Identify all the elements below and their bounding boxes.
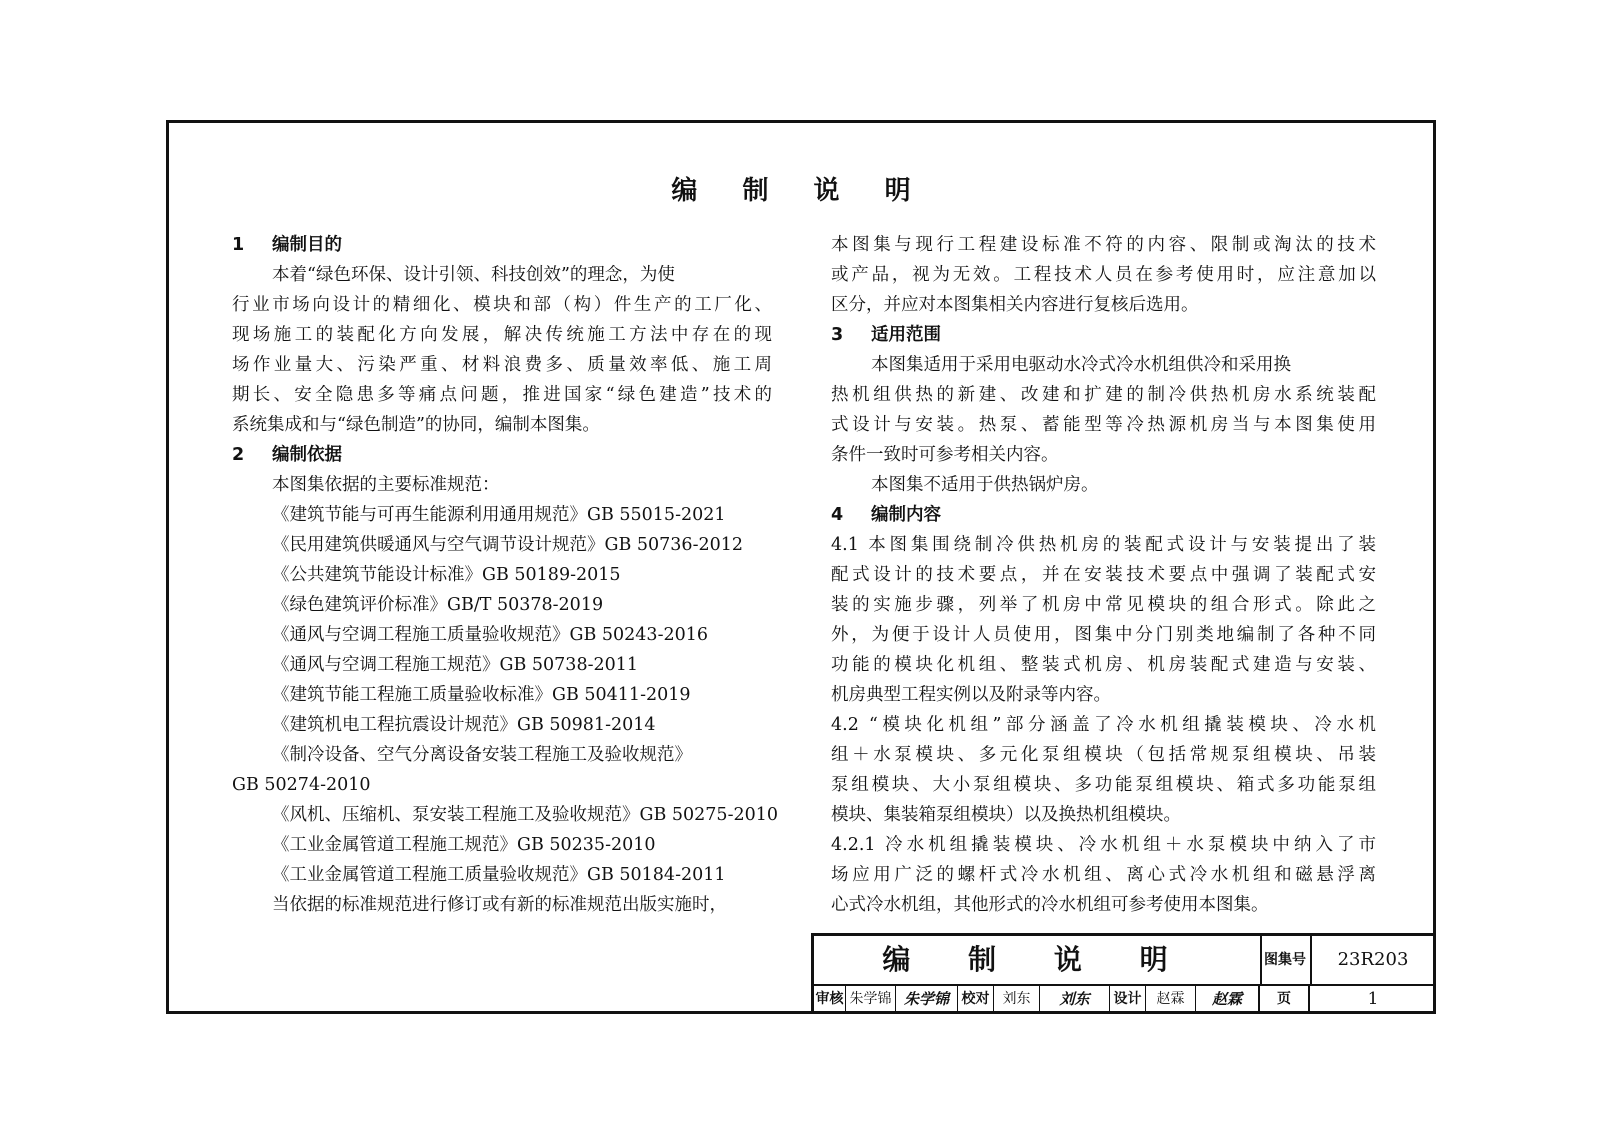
paragraph-line: 《建筑节能与可再生能源利用通用规范》GB 55015-2021 [272,505,726,525]
paragraph-line: 热机组供热的新建、改建和扩建的制冷供热机房水系统装配 [831,385,1376,405]
paragraph-line: 期长、安全隐患多等痛点问题，推进国家“绿色建造”技术的 [232,385,772,405]
design-label: 设计 [1110,984,1146,1014]
page-number: 1 [1367,989,1379,1009]
paragraph-line: GB 50274-2010 [232,775,371,795]
section-title: 编制内容 [871,505,941,525]
paragraph-line: 行业市场向设计的精细化、模块和部（构）件生产的工厂化、 [232,295,772,315]
paragraph-line: 式设计与安装。热泵、蓄能型等冷热源机房当与本图集使用 [831,415,1376,435]
paragraph-line: 本图集适用于采用电驱动水冷式冷水机组供冷和采用换 [871,355,1291,375]
reviewer-signature: 朱学锦 [896,984,958,1014]
left-text-column [232,230,779,920]
paragraph-line: 配式设计的技术要点，并在安装技术要点中强调了装配式安 [831,565,1376,585]
review-label: 审核 [814,984,846,1014]
paragraph-line: 泵组模块、大小泵组模块、多功能泵组模块、箱式多功能泵组 [831,775,1376,795]
paragraph-line: 或产品，视为无效。工程技术人员在参考使用时，应注意加以 [831,265,1376,285]
section-title: 编制目的 [272,235,342,255]
paragraph-line: 《通风与空调工程施工质量验收规范》GB 50243-2016 [272,625,709,645]
title-block-title: 编 制 说 明 [814,936,1262,984]
check-label: 校对 [958,984,994,1014]
paragraph-line: 心式冷水机组，其他形式的冷水机组可参考使用本图集。 [831,895,1269,915]
right-text-column [831,230,1376,920]
page-title: 编 制 说 明 [671,176,929,206]
section-heading [232,230,772,260]
paragraph-line: 组＋水泵模块、多元化泵组模块（包括常规泵组模块、吊装 [831,745,1376,765]
paragraph-line: 现场施工的装配化方向发展，解决传统施工方法中存在的现 [232,325,772,345]
paragraph-line: 《工业金属管道工程施工质量验收规范》GB 50184-2011 [272,865,726,885]
paragraph-line: 装的实施步骤，列举了机房中常见模块的组合形式。除此之 [831,595,1376,615]
paragraph-line: 系统集成和与“绿色制造”的协同，编制本图集。 [232,415,600,435]
paragraph-line: 《民用建筑供暖通风与空气调节设计规范》GB 50736-2012 [272,535,744,555]
paragraph-line: 外，为便于设计人员使用，图集中分门别类地编制了各种不同 [831,625,1376,645]
section-heading [831,320,1376,350]
paragraph-line: 《通风与空调工程施工规范》GB 50738-2011 [272,655,639,675]
checker-signature: 刘东 [1040,984,1110,1014]
section-heading [232,440,772,470]
section-heading [831,500,1376,530]
section-number: 4 [831,505,844,525]
paragraph-line: 场应用广泛的螺杆式冷水机组、离心式冷水机组和磁悬浮离 [831,865,1376,885]
paragraph-line: 4.2.1 冷水机组撬装模块、冷水机组＋水泵模块中纳入了市 [831,835,1376,855]
paragraph-line: 《公共建筑节能设计标准》GB 50189-2015 [272,565,621,585]
section-title: 适用范围 [871,325,941,345]
reviewer-name: 朱学锦 [846,984,896,1014]
paragraph-line: 本图集不适用于供热锅炉房。 [871,475,1099,495]
section-number: 2 [232,445,245,465]
paragraph-line: 本图集依据的主要标准规范： [272,475,500,495]
paragraph-line: 条件一致时可参考相关内容。 [831,445,1059,465]
paragraph-line: 《工业金属管道工程施工规范》GB 50235-2010 [272,835,656,855]
paragraph-line: 场作业量大、污染严重、材料浪费多、质量效率低、施工周 [232,355,772,375]
paragraph-line: 机房典型工程实例以及附录等内容。 [831,685,1111,705]
title-block [811,933,1436,1014]
section-number: 3 [831,325,844,345]
paragraph-line: 本着“绿色环保、设计引领、科技创效”的理念，为使 [272,265,675,285]
page-label: 页 [1260,984,1310,1014]
paragraph-line: 4.2 “模块化机组”部分涵盖了冷水机组撬装模块、冷水机 [831,715,1376,735]
paragraph-line: 模块、集装箱泵组模块）以及换热机组模块。 [831,805,1181,825]
atlas-number: 23R203 [1337,949,1409,970]
paragraph-line: 4.1 本图集围绕制冷供热机房的装配式设计与安装提出了装 [831,535,1376,555]
paragraph-line: 当依据的标准规范进行修订或有新的标准规范出版实施时， [272,895,727,915]
section-number: 1 [232,235,245,255]
atlas-number-label: 图集号 [1260,936,1312,984]
paragraph-line: 功能的模块化机组、整装式机房、机房装配式建造与安装、 [831,655,1376,675]
title-block-signature-row [814,984,1436,1014]
paragraph-line: 《绿色建筑评价标准》GB/T 50378-2019 [272,595,604,615]
designer-name: 赵霖 [1146,984,1196,1014]
paragraph-line: 《制冷设备、空气分离设备安装工程施工及验收规范》 [272,745,692,765]
paragraph-line: 《风机、压缩机、泵安装工程施工及验收规范》GB 50275-2010 [272,805,779,825]
paragraph-line: 区分，并应对本图集相关内容进行复核后选用。 [831,295,1199,315]
checker-name: 刘东 [994,984,1040,1014]
title-block-top-row [814,936,1436,986]
section-title: 编制依据 [272,445,342,465]
paragraph-line: 本图集与现行工程建设标准不符的内容、限制或淘汰的技术 [831,235,1376,255]
paragraph-line: 《建筑节能工程施工质量验收标准》GB 50411-2019 [272,685,691,705]
designer-signature: 赵霖 [1196,984,1260,1014]
paragraph-line: 《建筑机电工程抗震设计规范》GB 50981-2014 [272,715,656,735]
